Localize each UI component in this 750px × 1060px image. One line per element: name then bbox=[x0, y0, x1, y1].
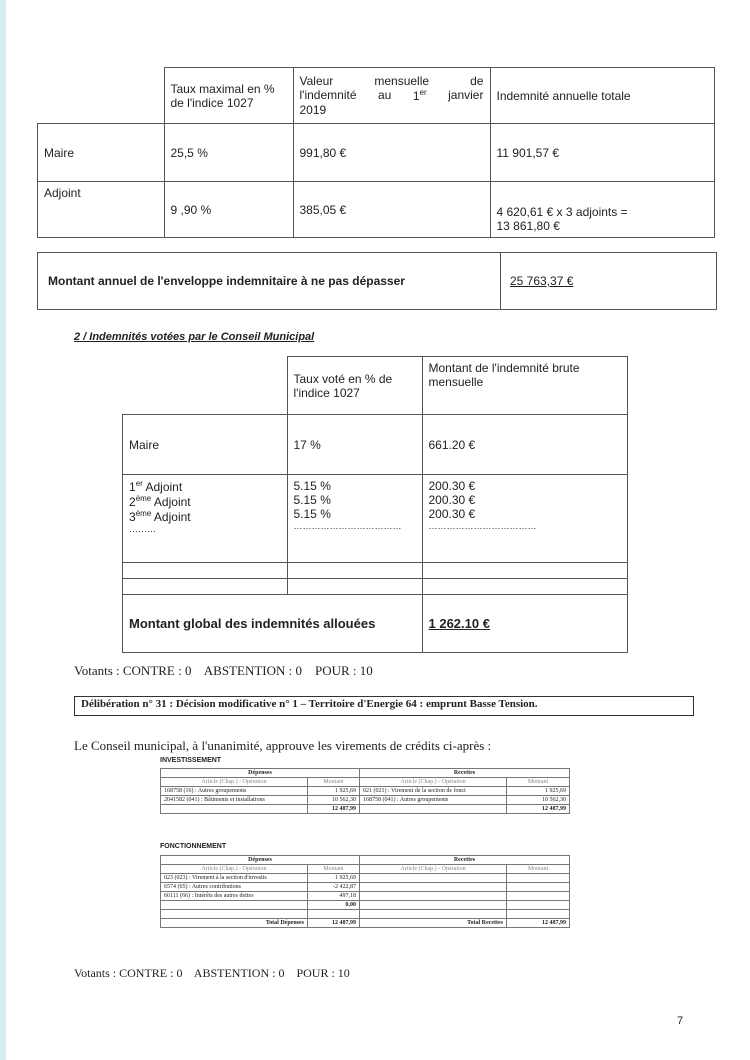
empty-header-cell-2 bbox=[123, 357, 288, 415]
inv-total-rec: 12 487,99 bbox=[507, 805, 570, 814]
header-montant-brut: Montant de l'indemnité brute mensuelle bbox=[422, 357, 628, 415]
fonctionnement-table bbox=[160, 855, 570, 928]
inv-row-dep: 168758 (16) : Autres groupements bbox=[161, 787, 308, 796]
voted-indemnities-table bbox=[122, 356, 628, 653]
intro-paragraph: Le Conseil municipal, à l'unanimité, approuve les virements de crédits ci-après : bbox=[74, 738, 492, 753]
fonc-total-rec: 12 487,99 bbox=[507, 919, 570, 928]
fonc-row-dep: 023 (023) : Virement à la section d'investis bbox=[161, 874, 308, 883]
header-taux-vote: Taux voté en % de l'indice 1027 bbox=[287, 357, 422, 415]
inv-total-blank-2 bbox=[360, 805, 507, 814]
voted-total-label: Montant global des indemnités allouées bbox=[123, 595, 423, 653]
inv-row-dep-m: 10 562,30 bbox=[308, 796, 360, 805]
inv-row-dep: 2041582 (041) : Bâtiments et installations bbox=[161, 796, 308, 805]
fonc-empty-cell bbox=[507, 901, 570, 910]
fonc-empty-cell bbox=[161, 910, 308, 919]
voted-role-maire: Maire bbox=[123, 415, 288, 475]
fonc-total-rec-label: Total Recettes bbox=[360, 919, 507, 928]
inv-row-rec: 021 (021) : Virement de la section de fonct bbox=[360, 787, 507, 796]
envelope-value: 25 763,37 € bbox=[510, 274, 574, 288]
empty-row-cell bbox=[287, 579, 422, 595]
dots-short: ……… bbox=[129, 524, 156, 534]
fonc-empty-cell bbox=[360, 883, 507, 892]
inv-dep-header: Dépenses bbox=[161, 769, 360, 778]
adjoint-3-label: 3ème Adjoint bbox=[129, 509, 191, 524]
empty-header-cell bbox=[38, 68, 165, 124]
empty-row-cell bbox=[123, 563, 288, 579]
cell-valeur-maire: 991,80 € bbox=[293, 124, 490, 182]
votes-line-2: Votants : CONTRE : 0 ABSTENTION : 0 POUR : 10 bbox=[74, 966, 350, 980]
fonc-row-dep-m: -2 422,87 bbox=[308, 883, 360, 892]
cell-valeur-adjoint: 385,05 € bbox=[293, 182, 490, 238]
voted-montant-adjoints: 200.30 € 200.30 € 200.30 € ……………………………… bbox=[422, 475, 628, 563]
voted-taux-maire: 17 % bbox=[287, 415, 422, 475]
investissement-title: INVESTISSEMENT bbox=[160, 757, 222, 764]
row-role-adjoint: Adjoint bbox=[38, 182, 165, 238]
inv-total-blank bbox=[161, 805, 308, 814]
fonc-empty-cell bbox=[507, 910, 570, 919]
left-margin-line bbox=[0, 0, 6, 1060]
fonc-col-article: Article (Chap.) - Opération bbox=[161, 865, 308, 874]
fonc-row-dep-m: 497,18 bbox=[308, 892, 360, 901]
inv-row-dep-m: 1 925,69 bbox=[308, 787, 360, 796]
fonc-row-dep: 66111 (66) : Intérêts des autres dettes bbox=[161, 892, 308, 901]
fonc-empty-cell bbox=[308, 910, 360, 919]
cell-taux-adjoint: 9 ,90 % bbox=[164, 182, 293, 238]
inv-col-montant-2: Montant bbox=[507, 778, 570, 787]
max-indemnities-table bbox=[37, 67, 715, 238]
fonc-rec-header: Recettes bbox=[360, 856, 570, 865]
fonc-subtotal: 0,00 bbox=[308, 901, 360, 910]
fonc-empty-cell bbox=[360, 910, 507, 919]
fonc-empty-cell bbox=[360, 892, 507, 901]
header-indemnite-annuelle: Indemnité annuelle totale bbox=[490, 68, 715, 124]
fonc-dep-header: Dépenses bbox=[161, 856, 360, 865]
inv-total-dep: 12 487,99 bbox=[308, 805, 360, 814]
fonc-empty-cell bbox=[507, 883, 570, 892]
header-valeur-mensuelle: Valeur mensuelle de l'indemnité au 1er janvier 2019 bbox=[293, 68, 490, 124]
inv-row-rec-m: 10 562,30 bbox=[507, 796, 570, 805]
fonc-row-dep-m: 1 925,69 bbox=[308, 874, 360, 883]
adjoint-1-label: 1er Adjoint bbox=[129, 479, 183, 494]
empty-row-cell bbox=[422, 579, 628, 595]
adjoint-2-label: 2ème Adjoint bbox=[129, 494, 191, 509]
empty-row-cell bbox=[422, 563, 628, 579]
fonc-col-article-2: Article (Chap.) - Opération bbox=[360, 865, 507, 874]
header-taux-max: Taux maximal en % de l'indice 1027 bbox=[164, 68, 293, 124]
page-number: 7 bbox=[677, 1015, 684, 1027]
envelope-box bbox=[37, 252, 717, 310]
inv-row-rec-m: 1 925,69 bbox=[507, 787, 570, 796]
votes-line-1: Votants : CONTRE : 0 ABSTENTION : 0 POUR : 10 bbox=[74, 663, 373, 678]
empty-row-cell bbox=[123, 579, 288, 595]
row-role-maire: Maire bbox=[38, 124, 165, 182]
fonc-empty-cell bbox=[360, 901, 507, 910]
inv-rec-header: Recettes bbox=[360, 769, 570, 778]
fonc-col-montant-2: Montant bbox=[507, 865, 570, 874]
envelope-divider bbox=[500, 253, 501, 309]
voted-roles-adjoints bbox=[123, 475, 288, 563]
voted-montant-maire: 661.20 € bbox=[422, 415, 628, 475]
section-2-title: 2 / Indemnités votées par le Conseil Municipal bbox=[74, 331, 315, 343]
investissement-table bbox=[160, 768, 570, 814]
cell-annuelle-adjoint: 4 620,61 € x 3 adjoints = 13 861,80 € bbox=[490, 182, 715, 238]
fonc-empty-cell bbox=[507, 892, 570, 901]
fonc-empty-cell bbox=[507, 874, 570, 883]
inv-col-article: Article (Chap.) - Opération bbox=[161, 778, 308, 787]
cell-annuelle-maire: 11 901,57 € bbox=[490, 124, 715, 182]
fonc-col-montant: Montant bbox=[308, 865, 360, 874]
deliberation-title-box: Délibération n° 31 : Décision modificative n° 1 – Territoire d'Energie 64 : emprunt Basse Tension. bbox=[74, 696, 694, 716]
fonc-row-dep: 6574 (65) : Autres contributions bbox=[161, 883, 308, 892]
fonc-total-dep-label: Total Dépenses bbox=[161, 919, 308, 928]
inv-col-montant: Montant bbox=[308, 778, 360, 787]
cell-taux-maire: 25,5 % bbox=[164, 124, 293, 182]
fonctionnement-title: FONCTIONNEMENT bbox=[160, 843, 227, 850]
inv-row-rec: 168758 (041) : Autres groupements bbox=[360, 796, 507, 805]
envelope-label: Montant annuel de l'enveloppe indemnitaire à ne pas dépasser bbox=[48, 274, 405, 288]
voted-total-value: 1 262.10 € bbox=[422, 595, 628, 653]
fonc-empty-cell bbox=[360, 874, 507, 883]
fonc-total-dep: 12 487,99 bbox=[308, 919, 360, 928]
empty-row-cell bbox=[287, 563, 422, 579]
inv-col-article-2: Article (Chap.) - Opération bbox=[360, 778, 507, 787]
voted-taux-adjoints: 5.15 % 5.15 % 5.15 % ……………………………… bbox=[287, 475, 422, 563]
fonc-empty-cell bbox=[161, 901, 308, 910]
